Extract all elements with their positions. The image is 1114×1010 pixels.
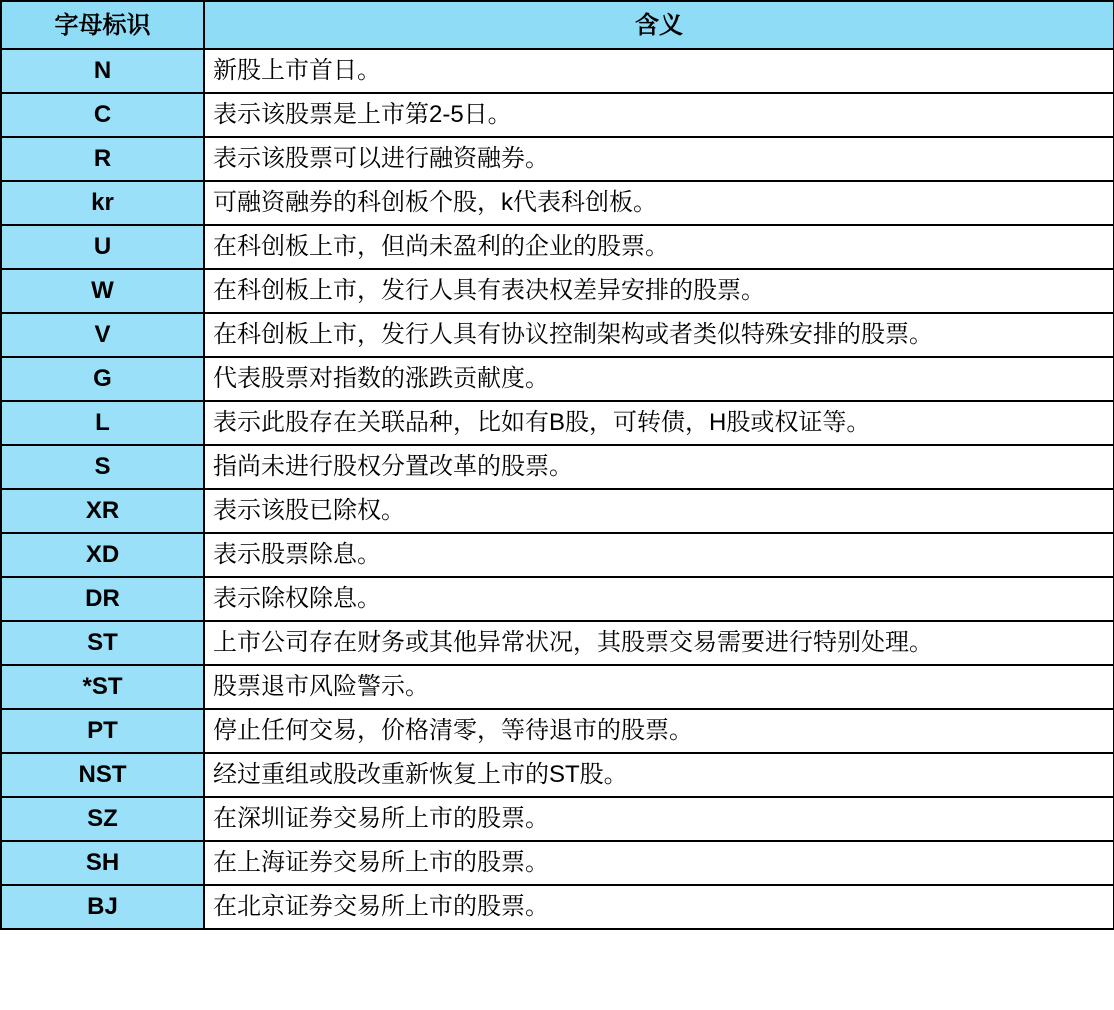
table-row (1, 225, 1114, 269)
meaning-cell: 代表股票对指数的涨跌贡献度。 (204, 357, 1114, 401)
meaning-cell: 在科创板上市，但尚未盈利的企业的股票。 (204, 225, 1114, 269)
meaning-cell: 停止任何交易，价格清零，等待退市的股票。 (204, 709, 1114, 753)
table-row (1, 709, 1114, 753)
meaning-cell: 上市公司存在财务或其他异常状况，其股票交易需要进行特别处理。 (204, 621, 1114, 665)
code-cell: DR (1, 577, 204, 621)
code-cell: XR (1, 489, 204, 533)
code-cell: W (1, 269, 204, 313)
code-cell: U (1, 225, 204, 269)
table-row (1, 445, 1114, 489)
meaning-cell: 在上海证券交易所上市的股票。 (204, 841, 1114, 885)
meaning-cell: 表示该股票是上市第2-5日。 (204, 93, 1114, 137)
table-row (1, 797, 1114, 841)
code-cell: PT (1, 709, 204, 753)
code-cell: SZ (1, 797, 204, 841)
table-row (1, 93, 1114, 137)
meaning-cell: 表示此股存在关联品种，比如有B股，可转债，H股或权证等。 (204, 401, 1114, 445)
table-row (1, 401, 1114, 445)
meaning-cell: 表示股票除息。 (204, 533, 1114, 577)
table-row (1, 181, 1114, 225)
code-cell: S (1, 445, 204, 489)
meaning-cell: 表示除权除息。 (204, 577, 1114, 621)
code-cell: *ST (1, 665, 204, 709)
table-row (1, 489, 1114, 533)
header-meaning: 含义 (204, 1, 1114, 49)
table-row (1, 885, 1114, 929)
code-cell: BJ (1, 885, 204, 929)
meaning-cell: 经过重组或股改重新恢复上市的ST股。 (204, 753, 1114, 797)
table-row (1, 533, 1114, 577)
code-cell: NST (1, 753, 204, 797)
meaning-cell: 表示该股已除权。 (204, 489, 1114, 533)
table-row (1, 621, 1114, 665)
table-row (1, 577, 1114, 621)
code-cell: C (1, 93, 204, 137)
meaning-cell: 在深圳证券交易所上市的股票。 (204, 797, 1114, 841)
meaning-cell: 可融资融券的科创板个股，k代表科创板。 (204, 181, 1114, 225)
code-cell: ST (1, 621, 204, 665)
code-cell: N (1, 49, 204, 93)
code-cell: kr (1, 181, 204, 225)
meaning-cell: 在科创板上市，发行人具有表决权差异安排的股票。 (204, 269, 1114, 313)
table-row (1, 841, 1114, 885)
table-row (1, 753, 1114, 797)
code-cell: V (1, 313, 204, 357)
meaning-cell: 表示该股票可以进行融资融券。 (204, 137, 1114, 181)
code-cell: R (1, 137, 204, 181)
meaning-cell: 在北京证券交易所上市的股票。 (204, 885, 1114, 929)
code-cell: G (1, 357, 204, 401)
code-cell: SH (1, 841, 204, 885)
table-row (1, 357, 1114, 401)
table-row (1, 313, 1114, 357)
code-cell: L (1, 401, 204, 445)
code-cell: XD (1, 533, 204, 577)
meaning-cell: 在科创板上市，发行人具有协议控制架构或者类似特殊安排的股票。 (204, 313, 1114, 357)
header-code: 字母标识 (1, 1, 204, 49)
meaning-cell: 新股上市首日。 (204, 49, 1114, 93)
meaning-cell: 股票退市风险警示。 (204, 665, 1114, 709)
table-header-row (1, 1, 1114, 49)
table-row (1, 137, 1114, 181)
table-row (1, 49, 1114, 93)
meaning-cell: 指尚未进行股权分置改革的股票。 (204, 445, 1114, 489)
table-row (1, 665, 1114, 709)
table-row (1, 269, 1114, 313)
